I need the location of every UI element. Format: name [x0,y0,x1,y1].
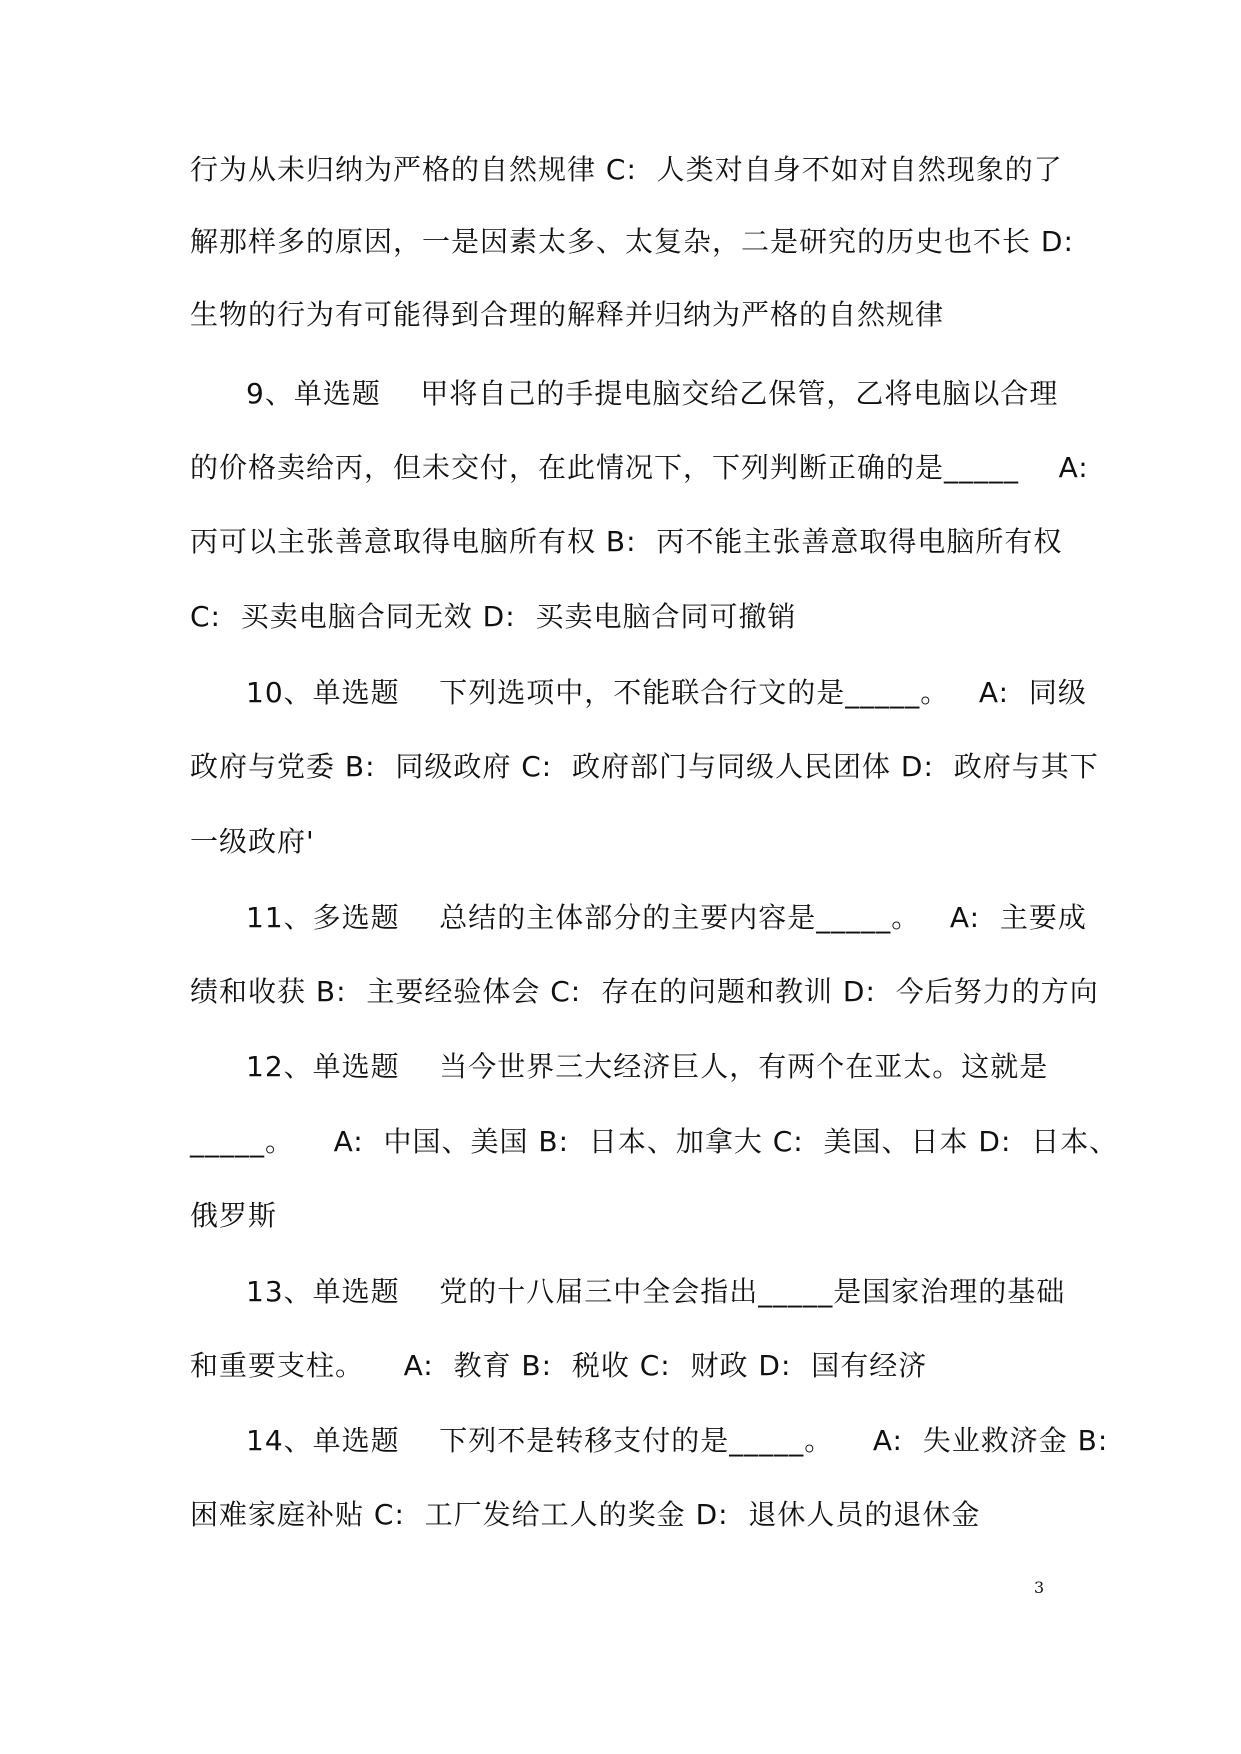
question-10-line: 10、单选题 下列选项中，不能联合行文的是_____。 A: 同级 [246,676,1087,709]
text-line: 丙可以主张善意取得电脑所有权 B: 丙不能主张善意取得电脑所有权 [190,525,1063,558]
question-14-line: 14、单选题 下列不是转移支付的是_____。 A: 失业救济金 B: [246,1424,1109,1457]
text-line: 和重要支柱。 A: 教育 B: 税收 C: 财政 D: 国有经济 [190,1349,928,1382]
text-line: 绩和收获 B: 主要经验体会 C: 存在的问题和教训 D: 今后努力的方向 [190,975,1099,1008]
text-line: 行为从未归纳为严格的自然规律 C: 人类对自身不如对自然现象的了 [190,153,1063,186]
text-line: 困难家庭补贴 C: 工厂发给工人的奖金 D: 退休人员的退休金 [190,1498,981,1531]
question-9-line: 9、单选题 甲将自己的手提电脑交给乙保管，乙将电脑以合理 [246,377,1059,410]
page-number: 3 [1034,1578,1045,1597]
text-line: 解那样多的原因，一是因素太多、太复杂，二是研究的历史也不长 D: [190,225,1074,258]
text-line: 政府与党委 B: 同级政府 C: 政府部门与同级人民团体 D: 政府与其下 [190,750,1099,783]
text-line: 一级政府' [190,825,315,858]
question-11-line: 11、多选题 总结的主体部分的主要内容是_____。 A: 主要成 [246,901,1087,934]
question-13-line: 13、单选题 党的十八届三中全会指出_____是国家治理的基础 [246,1275,1066,1308]
text-line: 俄罗斯 [190,1199,278,1232]
text-line: 生物的行为有可能得到合理的解释并归纳为严格的自然规律 [190,298,945,331]
text-line: _____。 A: 中国、美国 B: 日本、加拿大 C: 美国、日本 D: 日本、 [190,1125,1119,1158]
text-line: 的价格卖给丙，但未交付，在此情况下，下列判断正确的是_____ A: [190,451,1089,484]
question-12-line: 12、单选题 当今世界三大经济巨人，有两个在亚太。这就是 [246,1050,1049,1083]
text-line: C: 买卖电脑合同无效 D: 买卖电脑合同可撤销 [190,600,797,633]
